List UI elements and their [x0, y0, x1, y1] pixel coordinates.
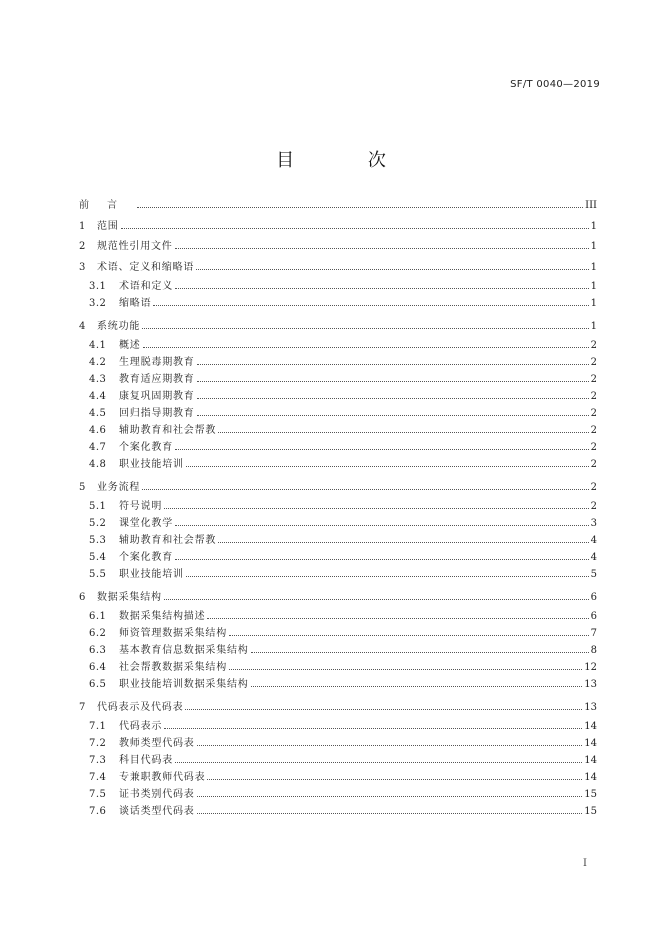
- toc-entry-number: 7.5: [89, 789, 107, 800]
- toc-entry-number: 4.4: [89, 391, 107, 402]
- toc-leader-dots: [207, 779, 582, 780]
- toc-leader-dots: [207, 618, 588, 619]
- toc-entry-page: 2: [590, 442, 597, 453]
- toc-entry-label: 职业技能培训: [119, 569, 184, 580]
- toc-entry-number: 4.3: [89, 374, 107, 385]
- toc-entry-number: 4: [79, 320, 86, 332]
- toc-leader-dots: [137, 207, 583, 208]
- page-number: I: [583, 858, 587, 869]
- toc-entry-label: 术语和定义: [119, 281, 173, 292]
- toc-entry[interactable]: [79, 501, 597, 513]
- toc-entry[interactable]: [79, 592, 597, 604]
- toc-entry-page: 2: [590, 425, 597, 436]
- toc-entry[interactable]: [79, 755, 597, 767]
- toc-entry[interactable]: [79, 298, 597, 310]
- toc-entry-label: 代码表示: [119, 721, 163, 732]
- toc-entry-label: 教师类型代码表: [119, 738, 195, 749]
- toc-entry-number: 3.2: [89, 298, 107, 309]
- toc-entry[interactable]: [79, 391, 597, 403]
- toc-entry-page: 14: [584, 738, 597, 749]
- toc-leader-dots: [251, 652, 589, 653]
- toc-entry[interactable]: [79, 482, 597, 494]
- toc-leader-dots: [197, 796, 583, 797]
- toc-entry[interactable]: [79, 806, 597, 818]
- toc-leader-dots: [197, 364, 589, 365]
- toc-leader-dots: [142, 489, 588, 490]
- toc-entry-number: 3.1: [89, 281, 107, 292]
- toc-entry[interactable]: [79, 702, 597, 714]
- toc-entry-number: 6.3: [89, 645, 107, 656]
- toc-entry-page: 2: [590, 340, 597, 351]
- toc-entry[interactable]: [79, 662, 597, 674]
- toc-entry-page: 2: [590, 459, 597, 470]
- toc-entry[interactable]: [79, 569, 597, 581]
- toc-entry[interactable]: [79, 611, 597, 623]
- toc-entry[interactable]: [79, 535, 597, 547]
- toc-entry-number: 6.4: [89, 662, 107, 673]
- toc-leader-dots: [197, 745, 583, 746]
- toc-leader-dots: [186, 576, 589, 577]
- toc-entry-page: 1: [590, 320, 597, 332]
- toc-entry-number: 7.2: [89, 738, 107, 749]
- toc-entry[interactable]: [79, 459, 597, 471]
- toc-entry-foreword[interactable]: [79, 200, 597, 212]
- toc-entry-page: 3: [590, 518, 597, 529]
- toc-entry-page: III: [585, 200, 597, 211]
- toc-entry-number: 5.2: [89, 518, 107, 529]
- toc-leader-dots: [185, 709, 582, 710]
- toc-entry-label: 个案化教育: [119, 552, 173, 563]
- toc-entry-label: 系统功能: [97, 320, 141, 332]
- toc-entry-label: 师资管理数据采集结构: [119, 628, 227, 639]
- toc-leader-dots: [164, 508, 588, 509]
- toc-entry-number: 2: [79, 241, 86, 252]
- toc-entry-number: 7.3: [89, 755, 107, 766]
- toc-entry-label: 辅助教育和社会帮教: [119, 425, 217, 436]
- toc-entry-page: 2: [590, 391, 597, 402]
- toc-title: 目 次: [276, 150, 420, 171]
- toc-entry-number: 7.4: [89, 772, 107, 783]
- toc-entry-label: 术语、定义和缩略语: [97, 261, 195, 273]
- toc-leader-dots: [164, 728, 582, 729]
- toc-entry-number: 5: [79, 481, 86, 493]
- toc-entry-page: 14: [584, 755, 597, 766]
- toc-entry-page: 4: [590, 535, 597, 546]
- toc-entry-label: 前言: [79, 200, 135, 211]
- toc-entry-label: 职业技能培训数据采集结构: [119, 679, 249, 690]
- toc-entry-label: 社会帮教数据采集结构: [119, 662, 227, 673]
- toc-entry[interactable]: [79, 357, 597, 369]
- toc-entry-page: 8: [590, 645, 597, 656]
- toc-entry-label: 数据采集结构: [97, 591, 162, 603]
- toc-entry-page: 5: [590, 569, 597, 580]
- toc-entry-number: 5.4: [89, 552, 107, 563]
- toc-entry-page: 15: [584, 806, 597, 817]
- toc-entry-page: 4: [590, 552, 597, 563]
- toc-entry-number: 5.1: [89, 501, 107, 512]
- toc-entry-label: 科目代码表: [119, 755, 173, 766]
- toc-entry-label: 课堂化教学: [119, 518, 173, 529]
- toc-entry[interactable]: [79, 281, 597, 293]
- toc-entry-number: 7.1: [89, 721, 107, 732]
- toc-leader-dots: [251, 686, 583, 687]
- toc-entry[interactable]: [79, 789, 597, 801]
- toc-entry-page: 2: [590, 481, 597, 493]
- toc-entry-page: 7: [590, 628, 597, 639]
- toc-entry[interactable]: [79, 221, 597, 233]
- toc-leader-dots: [175, 762, 582, 763]
- toc-leader-dots: [197, 398, 589, 399]
- toc-entry[interactable]: [79, 262, 597, 274]
- toc-entry-label: 范围: [97, 220, 119, 232]
- toc-entry-label: 数据采集结构描述: [119, 611, 206, 622]
- toc-entry-page: 1: [590, 298, 597, 309]
- toc-entry-label: 辅助教育和社会帮教: [119, 535, 217, 546]
- toc-entry-number: 1: [79, 220, 86, 232]
- toc-leader-dots: [197, 813, 583, 814]
- toc-entry-page: 13: [584, 679, 597, 690]
- document-code: SF/T 0040—2019: [510, 79, 600, 90]
- toc-leader-dots: [143, 347, 589, 348]
- toc-entry[interactable]: [79, 645, 597, 657]
- toc-leader-dots: [218, 432, 588, 433]
- toc-entry[interactable]: [79, 408, 597, 420]
- toc-entry-label: 代码表示及代码表: [97, 701, 184, 713]
- toc-entry-label: 规范性引用文件: [97, 241, 173, 252]
- toc-entry-number: 4.5: [89, 408, 107, 419]
- toc-entry[interactable]: [79, 442, 597, 454]
- toc-entry-number: 7: [79, 701, 86, 713]
- toc-entry-number: 6.5: [89, 679, 107, 690]
- toc-entry[interactable]: [79, 628, 597, 640]
- toc-entry-page: 14: [584, 721, 597, 732]
- toc-entry-page: 12: [584, 662, 597, 673]
- toc-entry-number: 6.1: [89, 611, 107, 622]
- toc-entry[interactable]: [79, 552, 597, 564]
- toc-entry-label: 业务流程: [97, 481, 141, 493]
- toc-entry-number: 4.8: [89, 459, 107, 470]
- toc-entry-page: 15: [584, 789, 597, 800]
- toc-entry-label: 回归指导期教育: [119, 408, 195, 419]
- toc-entry-number: 3: [79, 261, 86, 273]
- toc-leader-dots: [196, 269, 588, 270]
- toc-entry[interactable]: [79, 679, 597, 691]
- toc-entry[interactable]: [79, 241, 597, 253]
- toc-entry-number: 6: [79, 591, 86, 603]
- toc-entry-page: 6: [590, 611, 597, 622]
- toc-entry-label: 缩略语: [119, 298, 152, 309]
- toc-entry-page: 6: [590, 591, 597, 603]
- toc-entry-page: 13: [584, 701, 597, 713]
- toc-leader-dots: [142, 328, 588, 329]
- toc-entry-label: 谈话类型代码表: [119, 806, 195, 817]
- toc-entry-label: 个案化教育: [119, 442, 173, 453]
- toc-entry-page: 1: [590, 281, 597, 292]
- toc-entry-page: 2: [590, 501, 597, 512]
- toc-entry-label: 教育适应期教育: [119, 374, 195, 385]
- toc-leader-dots: [175, 288, 589, 289]
- toc-entry-number: 4.7: [89, 442, 107, 453]
- toc-entry[interactable]: [79, 772, 597, 784]
- toc-entry-number: 5.5: [89, 569, 107, 580]
- toc-leader-dots: [175, 449, 589, 450]
- toc-entry-page: 2: [590, 357, 597, 368]
- toc-entry-number: 6.2: [89, 628, 107, 639]
- toc-leader-dots: [164, 599, 589, 600]
- toc-entry-label: 概述: [119, 340, 141, 351]
- toc-entry[interactable]: [79, 721, 597, 733]
- toc-entry-label: 基本教育信息数据采集结构: [119, 645, 249, 656]
- toc-entry[interactable]: [79, 738, 597, 750]
- toc-leader-dots: [218, 542, 588, 543]
- toc-leader-dots: [197, 381, 589, 382]
- toc-entry[interactable]: [79, 425, 597, 437]
- toc-entry-number: 5.3: [89, 535, 107, 546]
- toc-entry-label: 职业技能培训: [119, 459, 184, 470]
- toc-leader-dots: [175, 525, 589, 526]
- toc-leader-dots: [121, 228, 589, 229]
- toc-leader-dots: [175, 559, 589, 560]
- toc-leader-dots: [153, 305, 588, 306]
- toc-leader-dots: [229, 669, 582, 670]
- toc-entry-number: 4.2: [89, 357, 107, 368]
- toc-entry[interactable]: [79, 340, 597, 352]
- toc-entry-page: 14: [584, 772, 597, 783]
- toc-entry-page: 2: [590, 408, 597, 419]
- toc-entry-label: 证书类别代码表: [119, 789, 195, 800]
- toc-entry-page: 2: [590, 374, 597, 385]
- toc-entry-number: 7.6: [89, 806, 107, 817]
- toc-entry-page: 1: [590, 241, 597, 252]
- toc-leader-dots: [186, 466, 589, 467]
- toc-leader-dots: [175, 248, 589, 249]
- toc-entry-label: 符号说明: [119, 501, 163, 512]
- toc-entry-label: 生理脱毒期教育: [119, 357, 195, 368]
- toc-entry-page: 1: [590, 220, 597, 232]
- toc-entry-number: 4.6: [89, 425, 107, 436]
- toc-entry-label: 专兼职教师代码表: [119, 772, 206, 783]
- toc-entry[interactable]: [79, 518, 597, 530]
- toc-entry[interactable]: [79, 321, 597, 333]
- toc-entry[interactable]: [79, 374, 597, 386]
- toc-entry-page: 1: [590, 261, 597, 273]
- toc-entry-label: 康复巩固期教育: [119, 391, 195, 402]
- toc-entry-number: 4.1: [89, 340, 107, 351]
- toc-leader-dots: [229, 635, 589, 636]
- toc-leader-dots: [197, 415, 589, 416]
